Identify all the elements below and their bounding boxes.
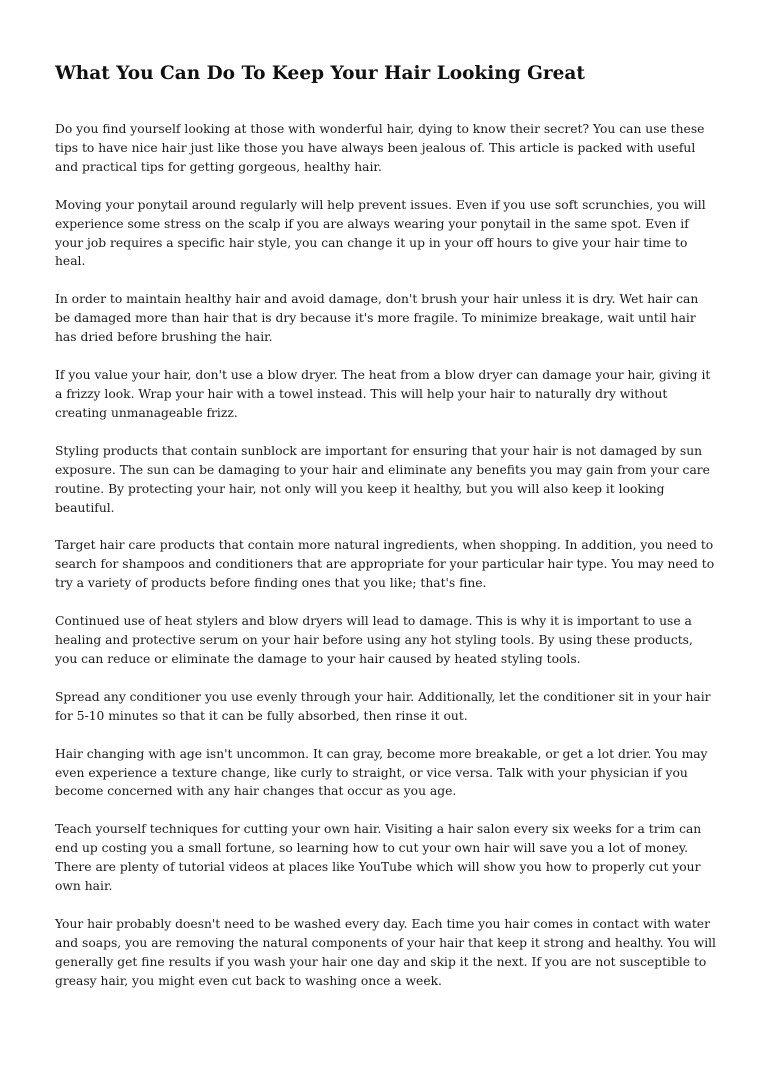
paragraph-brushing: In order to maintain healthy hair and avoid damage, don't brush your hair unless it is dry. Wet hair can be damaged more than hair that is dry because it's more fragile. To minimize breakage, wait until hair has dried before brushing the hair. — [55, 292, 699, 345]
paragraph-blow-dryer: If you value your hair, don't use a blow dryer. The heat from a blow dryer can damage your hair, giving it a frizzy look. Wrap your hair with a towel instead. This will help your hair to naturally dry without creating unmanageable frizz. — [55, 368, 711, 420]
page-title: What You Can Do To Keep Your Hair Looking Great — [55, 63, 585, 84]
paragraph-natural-products: Target hair care products that contain more natural ingredients, when shopping. In addition, you need to search for shampoos and conditioners that are appropriate for your particular hair type. You may need to try a variety of products before finding ones that you like; that's fine. — [55, 538, 715, 591]
paragraph-ponytail: Moving your ponytail around regularly will help prevent issues. Even if you use soft scrunchies, you will experience some stress on the scalp if you are always wearing your ponytail in the same spot. Even if your job requires a specific hair style, you can change it up in your off hours to give your hair time to heal. — [55, 197, 706, 269]
paragraph-sunblock: Styling products that contain sunblock are important for ensuring that your hair is not damaged by sun exposure. The sun can be damaging to your hair and eliminate any benefits you may gain from your care routine. By protecting your hair, not only will you keep it healthy, but you will also keep it looking beautiful. — [55, 443, 710, 515]
paragraph-washing: Your hair probably doesn't need to be washed every day. Each time you hair comes in contact with water and soaps, you are removing the natural components of your hair that keep it strong and healthy. You will generally get fine results if you wash your hair one day and skip it the next. If you are not susceptible to greasy hair, you might even cut back to washing once a week. — [55, 917, 716, 988]
paragraph-heat-stylers: Continued use of heat stylers and blow dryers will lead to damage. This is why it is important to use a healing and protective serum on your hair before using any hot styling tools. By using these products, you can reduce or eliminate the damage to your hair caused by heated styling tools. — [55, 614, 693, 666]
paragraph-conditioner: Spread any conditioner you use evenly through your hair. Additionally, let the conditioner sit in your hair for 5-10 minutes so that it can be fully absorbed, then rinse it out. — [55, 689, 711, 723]
paragraph-cutting: Teach yourself techniques for cutting your own hair. Visiting a hair salon every six weeks for a trim can end up costing you a small fortune, so learning how to cut your own hair will save you a lot of money. There are plenty of tutorial videos at places like YouTube which will show you how to properly cut your own hair. — [55, 822, 702, 894]
paragraph-aging-hair: Hair changing with age isn't uncommon. It can gray, become more breakable, or get a lot drier. You may even experience a texture change, like curly to straight, or vice versa. Talk with your physician if you become concerned with any hair changes that occur as you age. — [55, 746, 708, 799]
paragraph-intro: Do you find yourself looking at those with wonderful hair, dying to know their secret? You can use these tips to have nice hair just like those you have always been jealous of. This article is packed with useful and practical tips for getting gorgeous, healthy hair. — [55, 122, 705, 174]
